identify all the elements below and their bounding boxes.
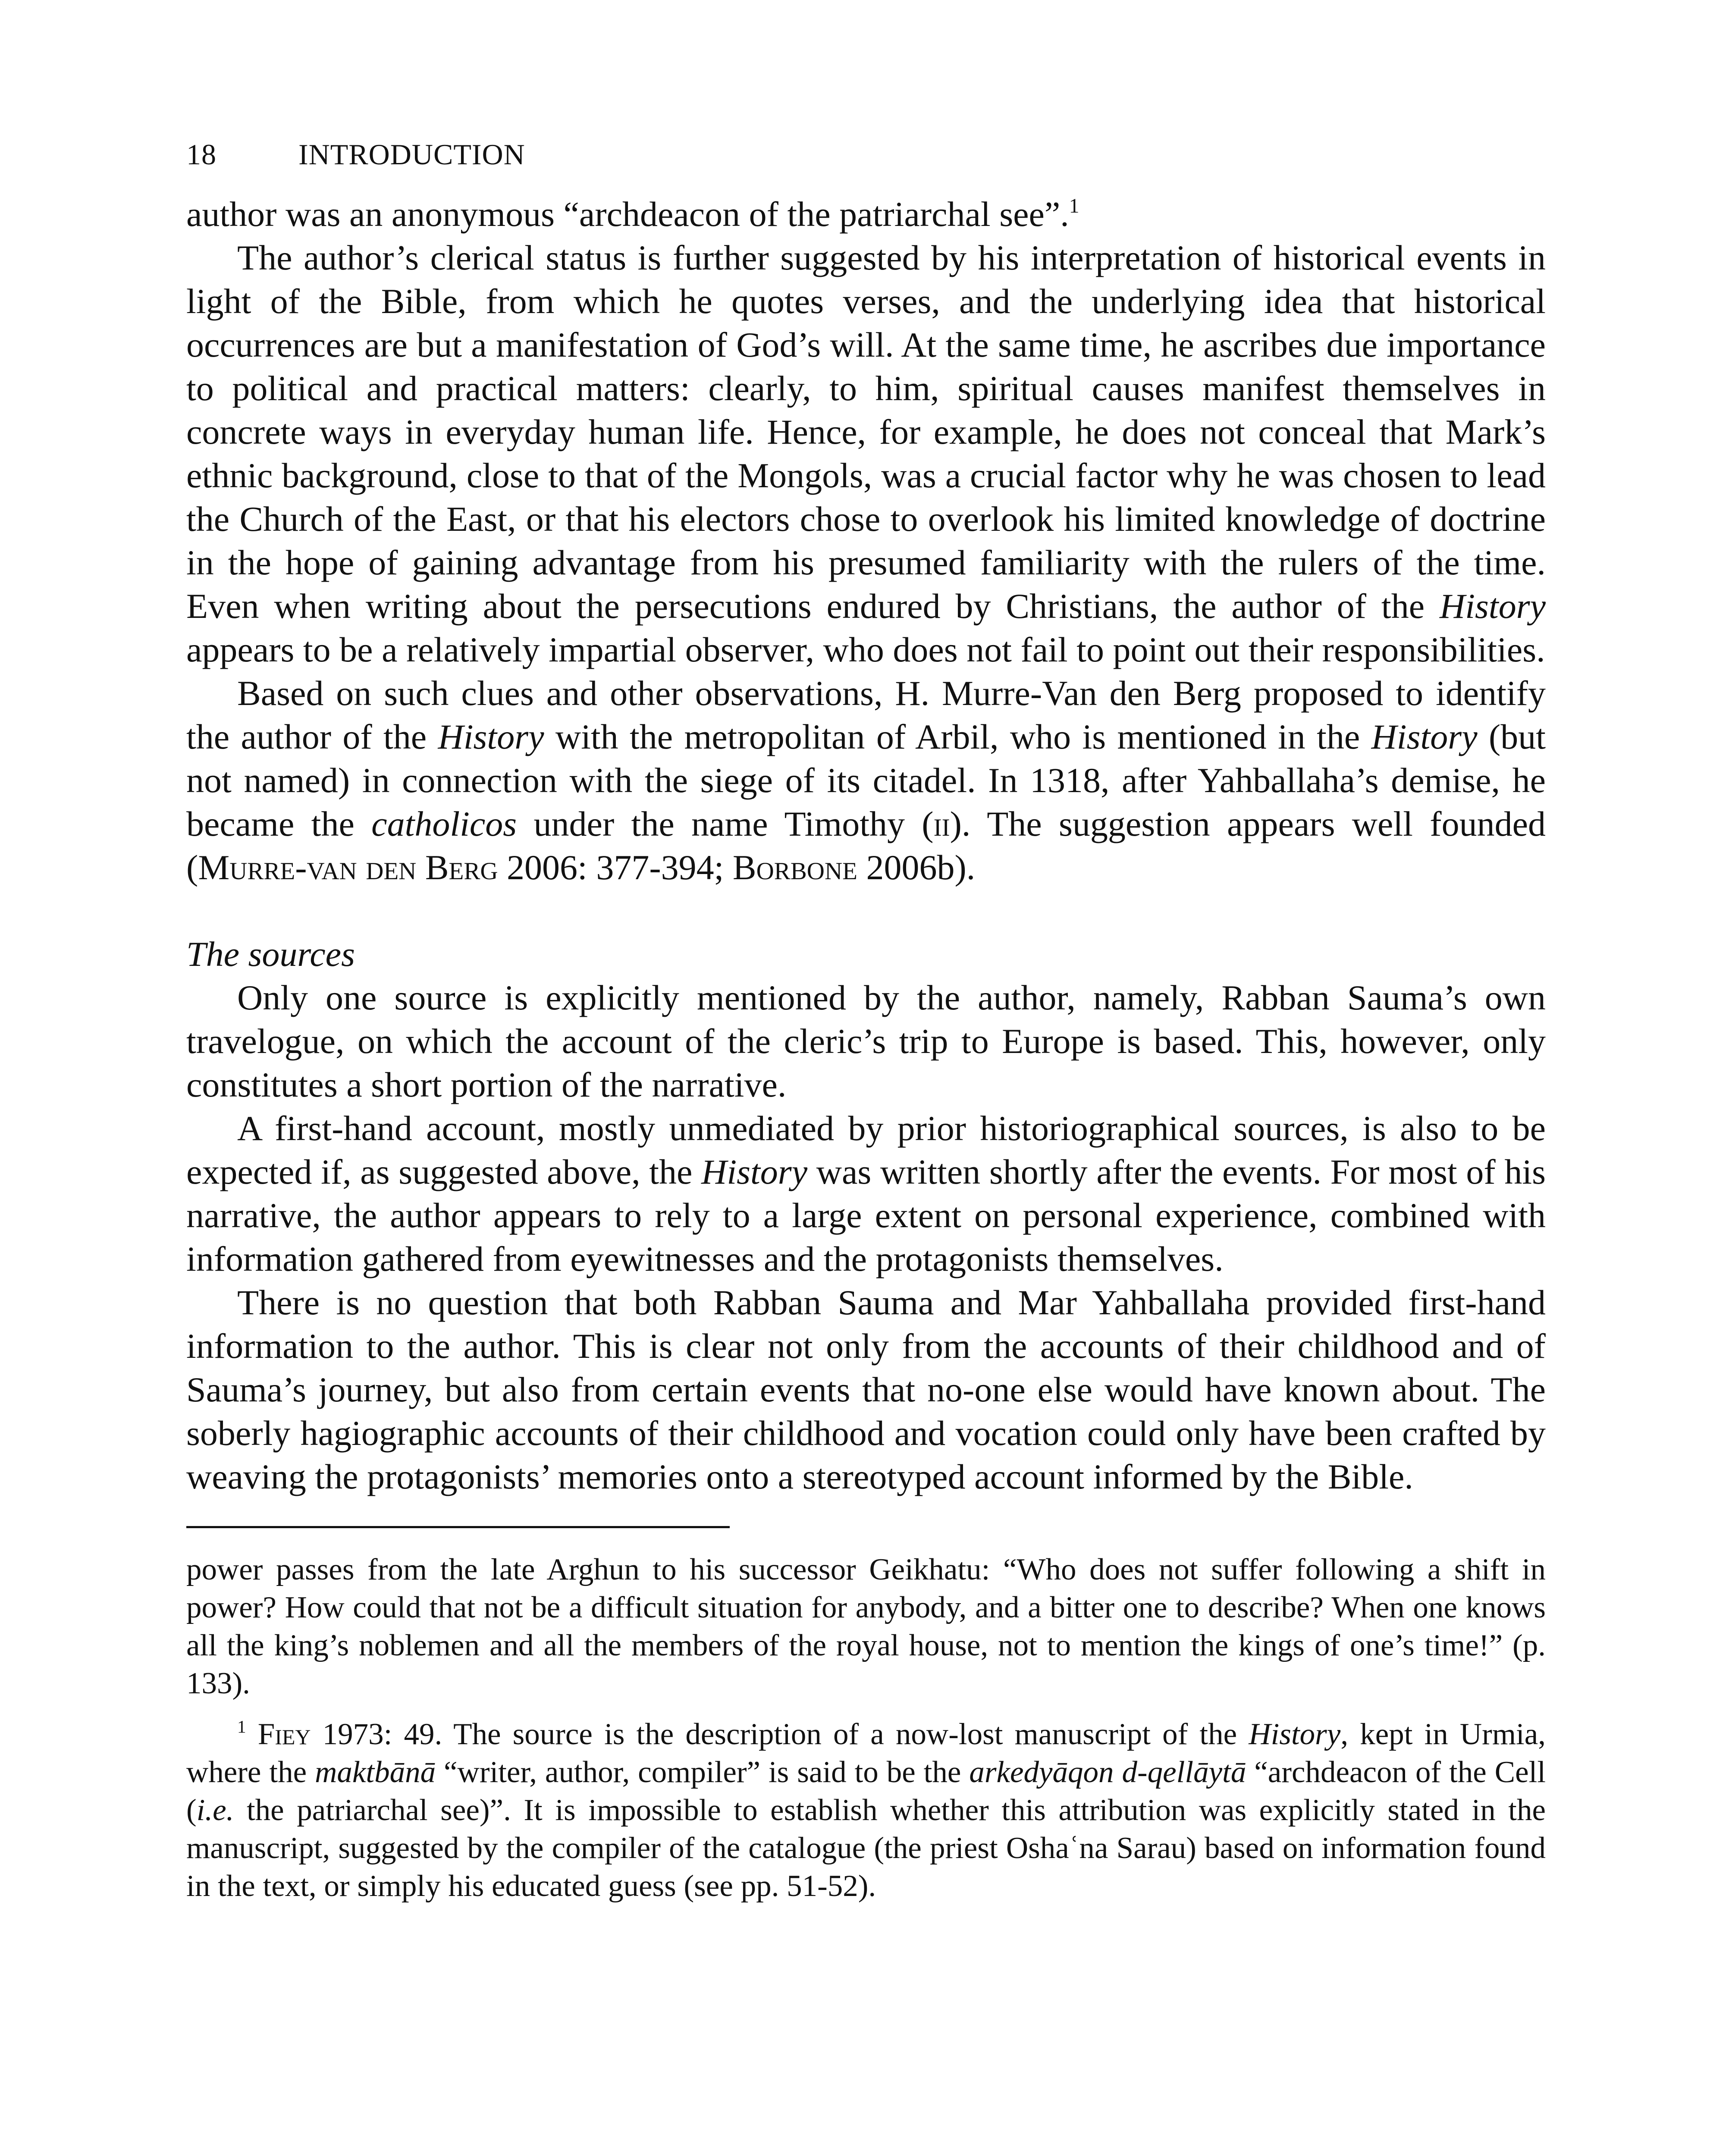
page-number: 18 — [186, 138, 216, 171]
paragraph-text: ). The suggestion appears well founded ( — [186, 804, 1546, 887]
footnote-text: “archdeacon of the Cell ( — [186, 1755, 1546, 1827]
italic-title: History — [438, 717, 544, 756]
paragraph — [186, 1281, 1546, 1498]
italic-title: History — [1371, 717, 1478, 756]
running-head-title: INTRODUCTION — [298, 138, 525, 171]
running-head — [186, 137, 525, 172]
footnote-1 — [186, 1715, 1546, 1905]
footnote-text: “writer, author, compiler” is said to be the — [444, 1755, 961, 1789]
footnotes — [186, 1551, 1546, 1905]
paragraph-text: Only one source is explicitly mentioned by the author, namely, Rabban Sauma’s own travelogue, on which the account of the cleric’s trip to Europe is based. This, however, only constitutes a short portion of the narrative. — [186, 978, 1546, 1104]
citation-author: Murre-van den Berg — [198, 848, 498, 887]
citation-author: Fiey — [257, 1717, 311, 1751]
footnote-continued — [186, 1551, 1546, 1702]
citation-author: Borbone — [732, 848, 857, 887]
italic-term: catholicos — [371, 804, 517, 843]
paragraph — [186, 671, 1546, 889]
italic-title: History — [1440, 586, 1546, 626]
paragraph — [186, 1106, 1546, 1281]
paragraph — [186, 236, 1546, 671]
paragraph-text: The author’s clerical status is further suggested by his interpretation of historical events in light of the Bible, from which he quotes verses, and the underlying idea that historical occurrences are but a manifestation of God’s will. At the same time, he ascribes due importance to political and practical matters: clearly, to him, spiritual causes manifest themselves in concrete ways in everyday human life. Hence, for example, he does not conceal that Mark’s ethnic background, close to that of the Mongols, was a crucial factor why he was chosen to lead the Church of the East, or that his electors chose to overlook his limited knowledge of doctrine in the hope of gaining advantage from his presumed familiarity with the rulers of the time. Even when writing about the persecutions endured by Christians, the author of the — [186, 238, 1546, 626]
section-heading: The sources — [186, 934, 355, 974]
italic-title: History — [701, 1152, 808, 1191]
citation-detail: 2006b). — [866, 848, 976, 887]
paragraph-text: was written shortly after the events. For most of his narrative, the author appears to rely to a large extent on personal experience, combined with information gathered from eyewitnesses and the protagonists themselves. — [186, 1152, 1546, 1279]
text-block — [186, 192, 1546, 1905]
paragraph-text: There is no question that both Rabban Sauma and Mar Yahballaha provided first-hand information to the author. This is clear not only from the accounts of their childhood and of Sauma’s journey, but also from certain events that no-one else would have known about. The soberly hagiographic accounts of their childhood and vocation could only have been crafted by weaving the protagonists’ memories onto a stereotyped account informed by the Bible. — [186, 1283, 1546, 1496]
paragraph-text: appears to be a relatively impartial observer, who does not fail to point out their responsibilities. — [186, 630, 1545, 669]
paragraph — [186, 976, 1546, 1106]
footnote-text: the patriarchal see)”. It is impossible to establish whether this attribution was explicitly stated in the manuscript, suggested by the compiler of the catalogue (the priest Oshaʿna Sarau) based on information found in the text, or simply his educated guess (see pp. 51-52). — [186, 1793, 1546, 1903]
italic-title: History — [1249, 1717, 1341, 1751]
citation-detail: 2006: 377-394; — [507, 848, 724, 887]
footnote-number: 1 — [237, 1717, 246, 1737]
italic-abbrev: i.e. — [196, 1793, 234, 1827]
paragraph-text: (but not named) in connection with the siege of its citadel. In 1318, after Yahballaha’s demise, he became the — [186, 717, 1546, 843]
paragraph-text: author was an anonymous “archdeacon of the patriarchal see”. — [186, 194, 1069, 234]
paragraph-text: with the metropolitan of Arbil, who is mentioned in the — [555, 717, 1360, 756]
paragraph-text: Based on such clues and other observations, H. Murre-Van den Berg proposed to identify the author of the — [186, 674, 1546, 756]
footnote-text: power passes from the late Arghun to his successor Geikhatu: “Who does not suffer following a shift in power? How could that not be a difficult situation for anybody, and a bitter one to describe? When one knows all the king’s noblemen and all the members of the royal house, not to mention the kings of one’s time!” (p. 133). — [186, 1553, 1546, 1700]
footnote-separator — [186, 1526, 730, 1528]
footnote-ref: 1 — [1069, 195, 1079, 218]
footnote-text: , kept in Urmia, where the — [186, 1717, 1546, 1789]
paragraph-text: A first-hand account, mostly unmediated by prior historiographical sources, is also to be expected if, as suggested above, the — [186, 1109, 1546, 1191]
footnote-text: 1973: 49. The source is the description of a now-lost manuscript of the — [322, 1717, 1237, 1751]
main-text — [186, 192, 1546, 1498]
italic-term: maktbānā — [315, 1755, 436, 1789]
roman-numeral: ii — [933, 804, 950, 843]
paragraph-text: under the name Timothy ( — [533, 804, 934, 843]
italic-term: arkedyāqon d-qellāytā — [969, 1755, 1246, 1789]
paragraph — [186, 192, 1546, 236]
